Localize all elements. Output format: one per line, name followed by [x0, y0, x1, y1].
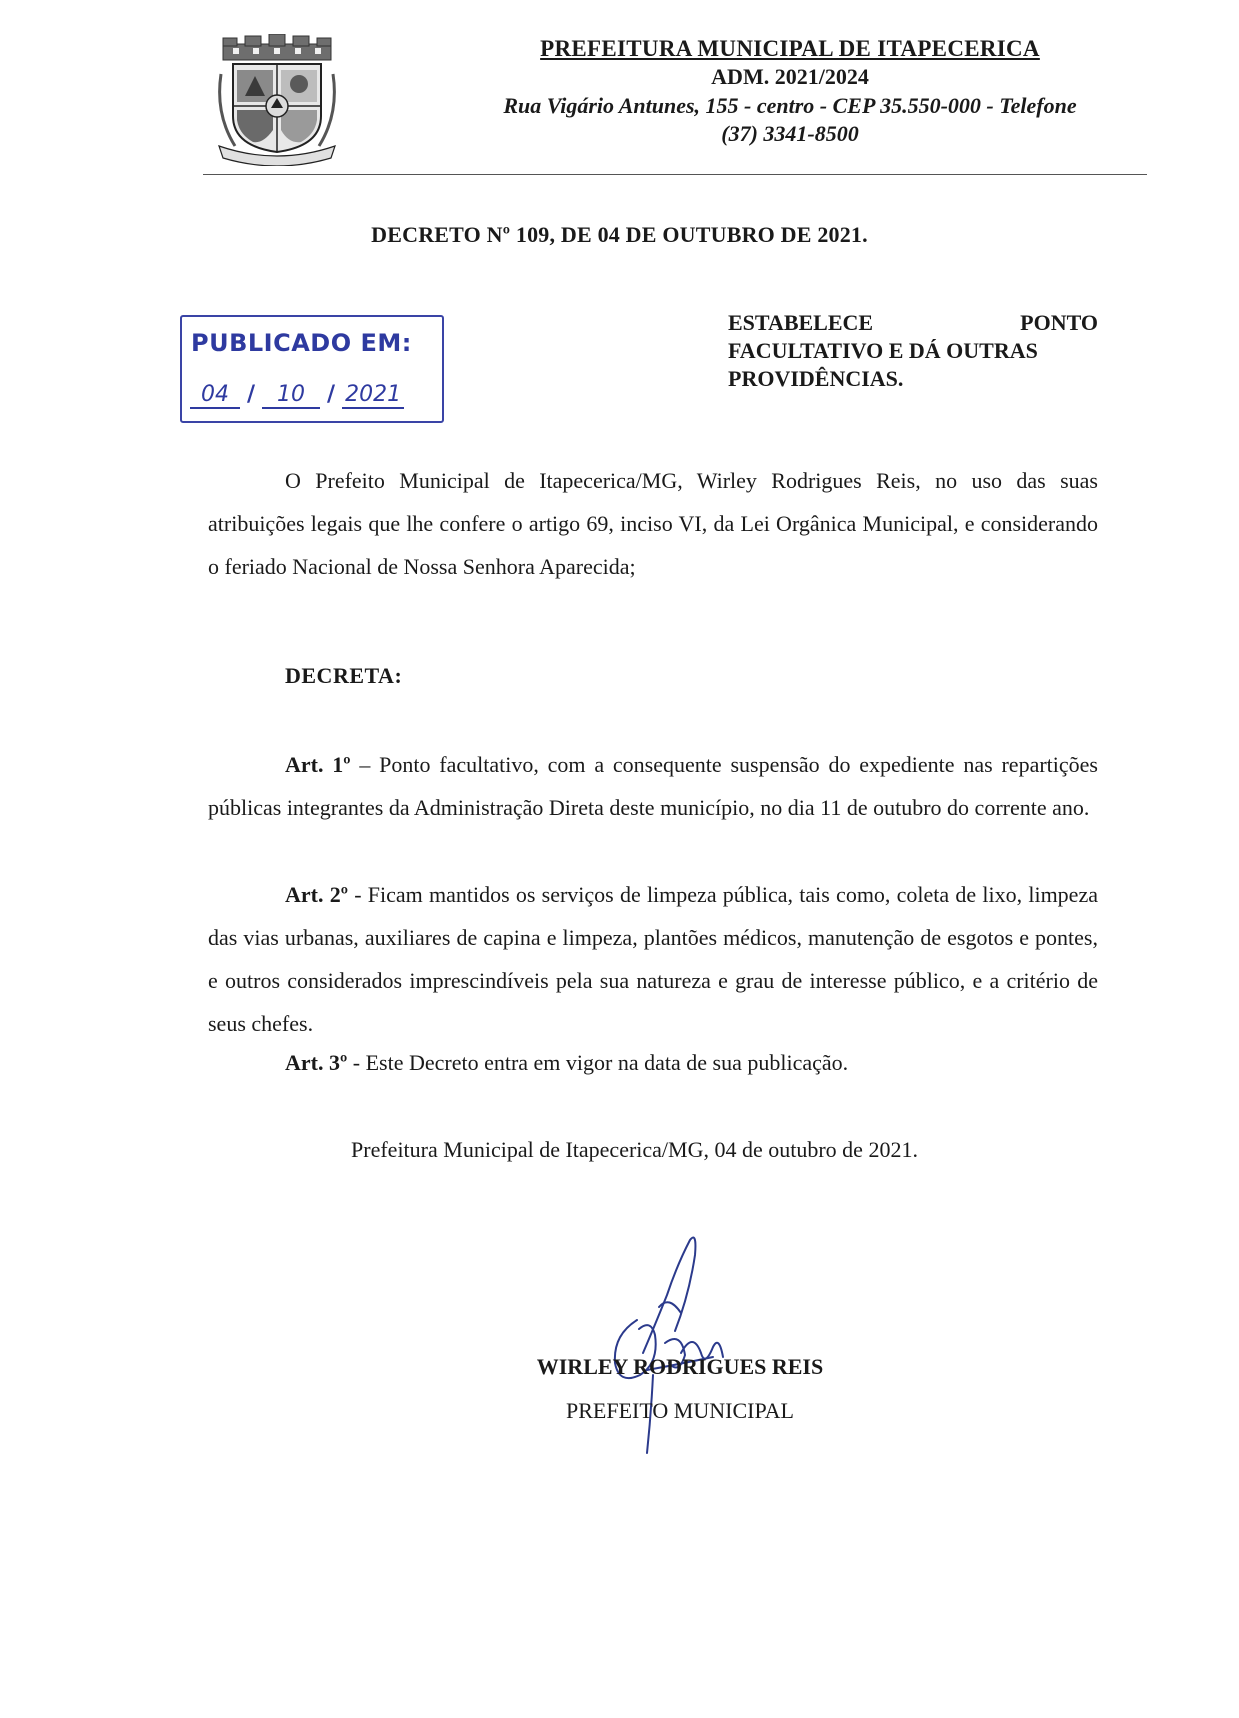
article-3-label: Art. 3º: [285, 1050, 348, 1075]
decreta-heading: DECRETA:: [285, 663, 403, 688]
summary-line-2: FACULTATIVO E DÁ OUTRAS: [728, 338, 1038, 363]
stamp-day: 04: [190, 382, 240, 409]
decree-title: DECRETO Nº 109, DE 04 DE OUTUBRO DE 2021.: [371, 222, 868, 247]
letterhead-administration: ADM. 2021/2024: [711, 64, 869, 89]
summary-line-3: PROVIDÊNCIAS.: [728, 366, 904, 391]
summary-word-point: PONTO: [1020, 310, 1098, 335]
summary-word-establishes: ESTABELECE: [728, 310, 874, 335]
article-2-text: - Ficam mantidos os serviços de limpeza pública, tais como, coleta de lixo, limpeza das vias urbanas, auxiliares de capina e limpeza, plantões médicos, manutenção de esgotos e pontes, e outros considerados imprescindíveis pela sua natureza e grau de interesse público, e a critério de seus chefes.: [208, 882, 1098, 1036]
letterhead-address: Rua Vigário Antunes, 155 - centro - CEP 35.550-000 - Telefone: [503, 93, 1077, 118]
place-and-date: Prefeitura Municipal de Itapecerica/MG, 04 de outubro de 2021.: [351, 1137, 918, 1162]
municipal-crest-logo: [213, 34, 341, 166]
decree-summary: [728, 309, 1098, 393]
letterhead-divider: [203, 174, 1147, 175]
preamble-paragraph: O Prefeito Municipal de Itapecerica/MG, Wirley Rodrigues Reis, no uso das suas atribuições legais que lhe confere o artigo 69, inciso VI, da Lei Orgânica Municipal, e considerando o feriado Nacional de Nossa Senhora Aparecida;: [208, 468, 1098, 579]
publication-stamp-label: PUBLICADO EM:: [191, 329, 412, 357]
article-3-text: - Este Decreto entra em vigor na data de sua publicação.: [347, 1050, 849, 1075]
article-1-label: Art. 1º: [285, 752, 351, 777]
article-2-label: Art. 2º: [285, 882, 348, 907]
stamp-year: 2021: [342, 382, 404, 409]
signer-role: PREFEITO MUNICIPAL: [566, 1398, 794, 1423]
letterhead-phone: (37) 3341-8500: [721, 121, 859, 146]
publication-stamp-date: 04 / 10 / 2021: [190, 382, 430, 409]
letterhead-title: PREFEITURA MUNICIPAL DE ITAPECERICA: [540, 36, 1040, 61]
article-1-text: – Ponto facultativo, com a consequente suspensão do expediente nas repartições públicas integrantes da Administração Direta deste município, no dia 11 de outubro do corrente ano.: [208, 752, 1098, 820]
article-2: [208, 873, 1098, 1045]
article-1: [208, 743, 1098, 829]
article-3: [285, 1050, 848, 1076]
stamp-month: 10: [262, 382, 320, 409]
signer-name: WIRLEY RODRIGUES REIS: [536, 1354, 824, 1379]
